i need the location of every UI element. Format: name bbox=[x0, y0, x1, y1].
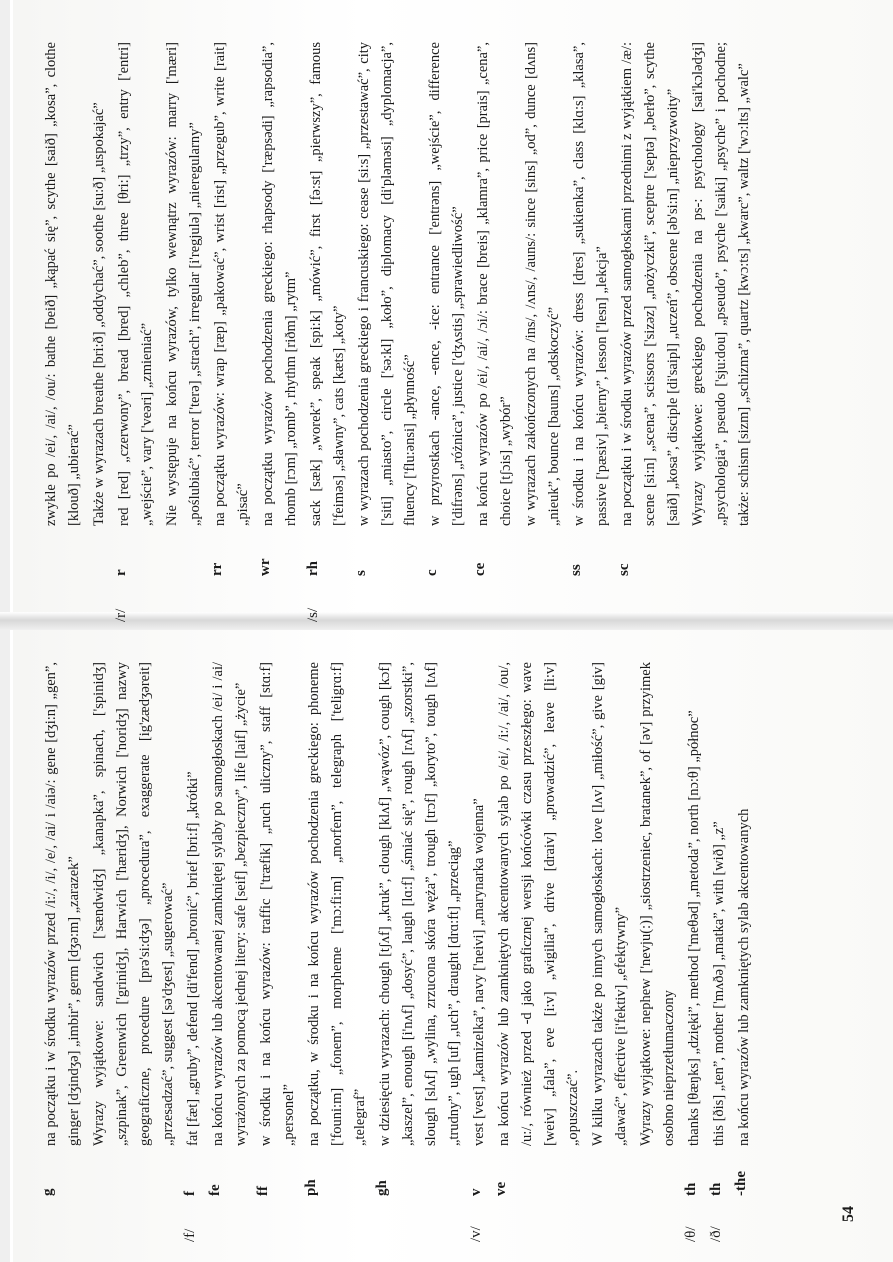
dictionary-entry bbox=[40, 42, 86, 622]
grapheme-label: gh bbox=[374, 1180, 390, 1196]
dictionary-entry bbox=[733, 662, 756, 1242]
dictionary-entry bbox=[209, 42, 255, 622]
dictionary-entry bbox=[255, 662, 301, 1242]
dictionary-entry bbox=[472, 42, 518, 622]
grapheme-label: th bbox=[708, 1182, 724, 1196]
entry-text: W kilku wyrazach także po innych samogłoskach: love [lʌv] „miłość”, give [giv] „dawać”, effective [i'fektiv] „efektywny” bbox=[590, 662, 629, 1146]
entry-text: na początku i w środku wyrazów przed samogłoskami przednimi z wyjątkiem /æ/: scene [si:n] „scena”, scissors ['sizəz] „nożyczki”, sceptre ['septə] „berło”, scythe [saið] „kosa”, disciple [di'saipl] „uczeń”, obscene [əb'si:n] „nieprzyzwoity” bbox=[619, 42, 681, 526]
entry-text: this [ðis] „ten”, mother ['mʌðə] „matka”, with [wið] „z” bbox=[711, 821, 727, 1146]
dictionary-entry bbox=[305, 42, 351, 622]
grapheme-label: th bbox=[683, 1182, 699, 1196]
entry-text: vest [vest] „kamizelka”, navy ['neivi] „marynarka wojenna” bbox=[471, 798, 487, 1146]
dictionary-entry bbox=[568, 42, 614, 622]
entry-text: na początku, w środku i na końcu wyrazów pochodzenia greckiego: phoneme ['founi:m] „fonem”, morpheme ['mɔ:fi:m] „morfem”, telegraph ['teligrɑ:f] „telegraf” bbox=[306, 662, 368, 1146]
dictionary-entry bbox=[113, 42, 159, 622]
grapheme-label: ss bbox=[568, 564, 584, 576]
grapheme-label: ff bbox=[255, 1186, 271, 1196]
page-55 bbox=[0, 42, 893, 622]
left-page-entries bbox=[40, 662, 758, 1242]
dictionary-entry bbox=[40, 662, 86, 1242]
dictionary-entry bbox=[468, 662, 491, 1242]
entry-text: na końcu wyrazów lub akcentowanej zamkniętej sylaby po samogłoskach /ei/ i /ai/ wyrażonych za pomocą jednej litery: safe [seif] „bezpieczny”, life [laif] „życie” bbox=[210, 662, 249, 1146]
dictionary-entry bbox=[587, 662, 633, 1242]
entry-text: sack [sæk] „worek”, speak [spi:k] „mówić”, first [fə:st] „pierwszy”, famous ['feiməs] „sławny”, cats [kæts] „koty” bbox=[308, 42, 347, 526]
entry-text: thanks [θæŋks] „dzięki”, method ['meθəd] „metoda”, north [nɔ:θ] „północ” bbox=[686, 710, 702, 1146]
entry-text: w wyrazach zakończonych na /ins/, /ʌns/, /auns/: since [sins] „od”, dunce [dʌns] „nieuk”, bounce [bauns] „odskoczyć” bbox=[523, 42, 562, 526]
entry-text: w przyrostkach -ance, -ence, -ice: entrance ['entrəns] „wejście”, difference ['difrəns] „różnica”, justice ['dʒʌstis] „sprawiedliwość” bbox=[427, 42, 466, 526]
dictionary-entry bbox=[493, 662, 585, 1242]
grapheme-label: ph bbox=[303, 1179, 319, 1196]
entry-text: na końcu wyrazów lub zamkniętych akcentowanych sylab po /ei/, /i:/, /ai/, /ou/, /u:/, również przed -d jako graficznej wersji końcówki czasu przeszłego: wave [weiv] „fala”, eve [i:v] „wigilia”, drive [draiv] „prowadzić”, leave [li:v] „opuszczać”. bbox=[496, 662, 581, 1146]
dictionary-entry bbox=[182, 662, 205, 1242]
dictionary-entry bbox=[353, 42, 422, 622]
dictionary-entry bbox=[687, 42, 756, 622]
dictionary-entry bbox=[88, 662, 180, 1242]
entry-text: fat [fæt] „gruby”, defend [di'fend] „bronić”, brief [bri:f] „krótki” bbox=[185, 771, 201, 1146]
entry-text: w dziesięciu wyrazach: chough [tʃʌf] „kruk”, clough [klʌf] „wąwóz”, cough [kɔf] „kaszel”, enough [i'nʌf] „dosyć”, laugh [lɑ:f] „śmiać się”, rough [rʌf] „szorstki”, slough [slʌf] „wylina, zrzucona skóra węża”, trough [trɔf] „koryto”, tough [tʌf] „trudny”, ugh [uf] „uch”, draught [drɑ:ft] „przeciąg” bbox=[377, 662, 462, 1146]
phoneme-label: /v/ bbox=[468, 1226, 484, 1242]
dictionary-entry bbox=[635, 662, 681, 1242]
grapheme-label: wr bbox=[257, 558, 273, 576]
dictionary-entry bbox=[88, 42, 111, 622]
entry-text: red [red] „czerwony”, bread [bred] „chleb”, three [θri:] „trzy”, entry ['entri] „wejście”, vary ['veəri] „zmieniać” bbox=[116, 42, 155, 526]
entry-text: na początku wyrazów: wrap [ræp] „pakować”, wrist [rist] „przegub”, write [rait] „pisać” bbox=[212, 42, 251, 526]
dictionary-entry bbox=[708, 662, 731, 1242]
entry-text: Wyrazy wyjątkowe: sandwich ['sændwidʒ] „kanapka”, spinach, ['spinidʒ] „szpinak”, Greenwich ['grinidʒ], Harwich ['hæridʒ], Norwich ['noridʒ] nazwy geograficzne, procedure [prə'si:dʒə] „procedura”, exaggerate [ig'zædʒəreit] „przesadzać”, suggest [sə'dʒest] „sugerować” bbox=[91, 662, 176, 1146]
entry-text: Nie występuje na końcu wyrazów, tylko wewnątrz wyrazów: marry ['mæri] „poślubiać”, terror ['terə] „strach”, irregular [i'regjulə] „nieregularny” bbox=[164, 42, 203, 526]
dictionary-entry bbox=[616, 42, 685, 622]
phoneme-label: /θ/ bbox=[683, 1226, 699, 1242]
entry-text: Wyrazy wyjątkowe: greckiego pochodzenia na ps-: psychology [sai'kɔlədʒi] „psychologia”, pseudo ['sju:dou] „pseudo”, psyche ['saiki] „psyche” i pochodne; także: schism [sizm] „schizma”, quartz [kwɔ:ts] „kwarc”, waltz ['wɔ:lts] „walc” bbox=[690, 42, 752, 526]
entry-text: Wyrazy wyjątkowe: nephew ['nevju(:)] „siostrzeniec, bratanek”, of [əv] przyimek osobno nieprzetłumaczony bbox=[638, 662, 677, 1146]
dictionary-entry bbox=[161, 42, 207, 622]
grapheme-label: rr bbox=[209, 562, 225, 576]
phoneme-label: /ð/ bbox=[708, 1226, 724, 1242]
dictionary-entry bbox=[207, 662, 253, 1242]
entry-text: na początku wyrazów pochodzenia greckiego: rhapsody ['ræpsədi] „rapsodia”, rhomb [rɔm] „romb”, rhythm [riðm] „rytm” bbox=[260, 42, 299, 526]
entry-text: na końcu wyrazów po /ei/, /ai/, /ɔi/: brace [breis] „klamra”, price [prais] „cena”, choice [tʃɔis] „wybór” bbox=[475, 42, 514, 526]
grapheme-label: fe bbox=[207, 1184, 223, 1196]
grapheme-label: ve bbox=[493, 1181, 509, 1196]
phoneme-label: /s/ bbox=[305, 607, 321, 622]
grapheme-label: v bbox=[468, 1188, 484, 1196]
dictionary-entry bbox=[374, 662, 466, 1242]
right-page-entries bbox=[40, 42, 758, 622]
grapheme-label: s bbox=[353, 570, 369, 576]
grapheme-label: sc bbox=[616, 563, 632, 576]
dictionary-entry bbox=[303, 662, 372, 1242]
entry-text: zwykle po /ei/, /ai/, /ou/: bathe [beið] „kąpać się”, scythe [saið] „kosa”, clothe [klouð] „ubierać” bbox=[43, 42, 82, 526]
grapheme-label: ce bbox=[472, 562, 488, 576]
entry-text: w środku i na końcu wyrazów: dress [dres] „sukienka”, class [klɑ:s] „klasa”, passive ['pæsiv] „bierny”, lesson ['lesn] „lekcja” bbox=[571, 42, 610, 526]
grapheme-label: r bbox=[113, 569, 129, 576]
entry-text: na końcu wyrazów lub zamkniętych sylab akcentowanych bbox=[736, 808, 752, 1146]
entry-text: w środku i na końcu wyrazów: traffic ['træfik] „ruch uliczny”, staff [stɑ:f] „personel” bbox=[258, 662, 297, 1146]
phoneme-label: /f/ bbox=[182, 1228, 198, 1242]
page-number-left: 54 bbox=[840, 1206, 857, 1222]
grapheme-label: g bbox=[40, 1188, 56, 1196]
dictionary-entry bbox=[520, 42, 566, 622]
entry-text: w wyrazach pochodzenia greckiego i francuskiego: cease [si:s] „przestawać”, city ['siti] „miasto”, circle ['sə:kl] „koło”, diplomacy [di'pləməsi] „dyplomacja”, fluency ['flu:ənsi] „płynność” bbox=[356, 42, 418, 526]
grapheme-label: c bbox=[424, 569, 440, 576]
grapheme-label: f bbox=[182, 1191, 198, 1196]
grapheme-label: rh bbox=[305, 561, 321, 576]
page-54 bbox=[0, 662, 893, 1242]
phoneme-label: /r/ bbox=[113, 608, 129, 622]
entry-text: na początku i w środku wyrazów przed /i:/, /i/, /e/, /ai/ i /aiə/: gene [dʒi:n] „gen”, ginger [dʒindʒə] „imbir”, germ [dʒə:m] „zarazek” bbox=[43, 662, 82, 1146]
dictionary-entry bbox=[424, 42, 470, 622]
dictionary-entry bbox=[257, 42, 303, 622]
dictionary-entry bbox=[683, 662, 706, 1242]
grapheme-label: -the bbox=[733, 1171, 749, 1196]
entry-text: Także w wyrazach breathe [bri:ð] „oddychać”, soothe [su:ð] „uspokajać” bbox=[91, 102, 107, 526]
